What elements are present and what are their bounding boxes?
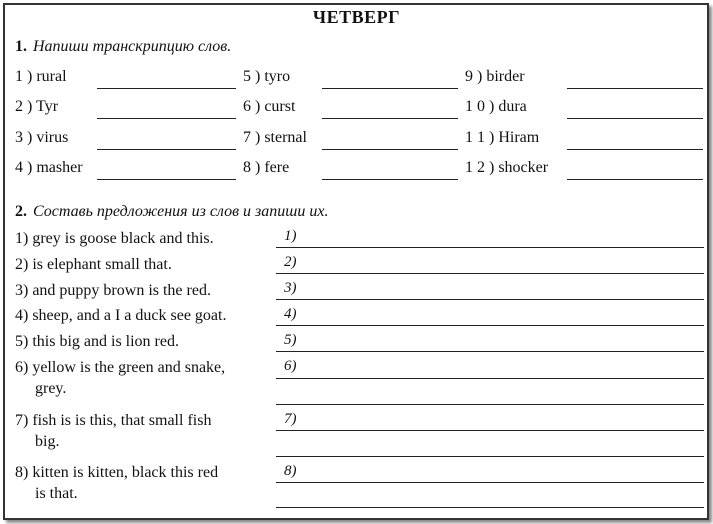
sentence-text: grey is goose black and this. — [32, 230, 214, 247]
answer-line-8b[interactable] — [276, 507, 704, 508]
task1-number: 1. — [15, 38, 27, 55]
sentence-number: 8) — [15, 464, 29, 481]
answer-number: 6) — [284, 358, 297, 374]
transcription-blank-3[interactable] — [97, 149, 236, 150]
sentence-7 — [15, 410, 277, 452]
word-2: 2 ) Tyr — [15, 98, 59, 115]
answer-line-6b[interactable] — [276, 404, 704, 405]
sentence-text: is elephant small that. — [32, 256, 172, 273]
transcription-blank-11[interactable] — [567, 149, 703, 150]
sentence-text-continued: is that. — [35, 485, 78, 502]
answer-line-7b[interactable] — [276, 456, 704, 457]
task1-instruction: Напиши транскрипцию слов. — [33, 38, 232, 55]
transcription-blank-12[interactable] — [567, 179, 703, 180]
answer-number: 4) — [284, 306, 297, 322]
task2-instruction: Составь предложения из слов и запиши их. — [33, 203, 329, 220]
transcription-blank-2[interactable] — [97, 118, 236, 119]
sentence-5 — [15, 331, 277, 352]
word-4: 4 ) masher — [15, 159, 83, 176]
transcription-blank-9[interactable] — [567, 88, 703, 89]
word-5: 5 ) tyro — [243, 68, 291, 85]
word-6: 6 ) curst — [243, 98, 296, 115]
answer-number: 5) — [284, 332, 297, 348]
sentence-text: kitten is kitten, black this red — [32, 464, 219, 481]
word-1: 1 ) rural — [15, 68, 67, 85]
answer-number: 2) — [284, 254, 297, 270]
transcription-blank-6[interactable] — [322, 118, 458, 119]
task2-heading — [15, 203, 328, 221]
transcription-blank-7[interactable] — [322, 149, 458, 150]
answer-line-1[interactable] — [276, 247, 704, 248]
task1-heading — [15, 38, 231, 56]
sentence-number: 6) — [15, 359, 29, 376]
word-9: 9 ) birder — [465, 68, 525, 85]
transcription-blank-4[interactable] — [97, 179, 236, 180]
sentence-text: fish is is this, that small fish — [32, 412, 212, 429]
task2-number: 2. — [15, 203, 27, 220]
page-title: ЧЕТВЕРГ — [312, 7, 401, 27]
answer-line-3[interactable] — [276, 299, 704, 300]
answer-line-2[interactable] — [276, 273, 704, 274]
sentence-text: yellow is the green and snake, — [32, 359, 226, 376]
word-3: 3 ) virus — [15, 129, 69, 146]
transcription-blank-1[interactable] — [97, 88, 236, 89]
word-7: 7 ) sternal — [243, 129, 307, 146]
sentence-text: sheep, and a I a duck see goat. — [32, 307, 227, 324]
answer-line-4[interactable] — [276, 325, 704, 326]
transcription-blank-8[interactable] — [322, 179, 458, 180]
word-12: 1 2 ) shocker — [465, 159, 549, 176]
sentence-number: 5) — [15, 333, 29, 350]
sentence-number: 7) — [15, 412, 29, 429]
sentence-2 — [15, 254, 277, 275]
word-11: 1 1 ) Hiram — [465, 129, 540, 146]
transcription-blank-10[interactable] — [567, 118, 703, 119]
answer-line-6a[interactable] — [276, 378, 704, 379]
sentence-4 — [15, 305, 277, 326]
answer-number: 3) — [284, 280, 297, 296]
word-8: 8 ) fere — [243, 159, 290, 176]
sentence-text: this big and is lion red. — [32, 333, 179, 350]
transcription-blank-5[interactable] — [322, 88, 458, 89]
answer-number: 7) — [284, 411, 297, 427]
sentence-1 — [15, 228, 277, 249]
sentence-6 — [15, 357, 277, 399]
sentence-text: and puppy brown is the red. — [32, 282, 211, 299]
sentence-number: 1) — [15, 230, 29, 247]
word-10: 1 0 ) dura — [465, 98, 527, 115]
sentence-3 — [15, 280, 277, 301]
answer-line-7a[interactable] — [276, 430, 704, 431]
answer-number: 8) — [284, 463, 297, 479]
sentence-text-continued: grey. — [35, 380, 67, 397]
sentence-text-continued: big. — [35, 433, 60, 450]
answer-number: 1) — [284, 228, 297, 244]
sentence-number: 3) — [15, 282, 29, 299]
sentence-number: 2) — [15, 256, 29, 273]
sentence-number: 4) — [15, 307, 29, 324]
answer-line-5[interactable] — [276, 351, 704, 352]
answer-line-8a[interactable] — [276, 482, 704, 483]
sentence-8 — [15, 462, 277, 504]
